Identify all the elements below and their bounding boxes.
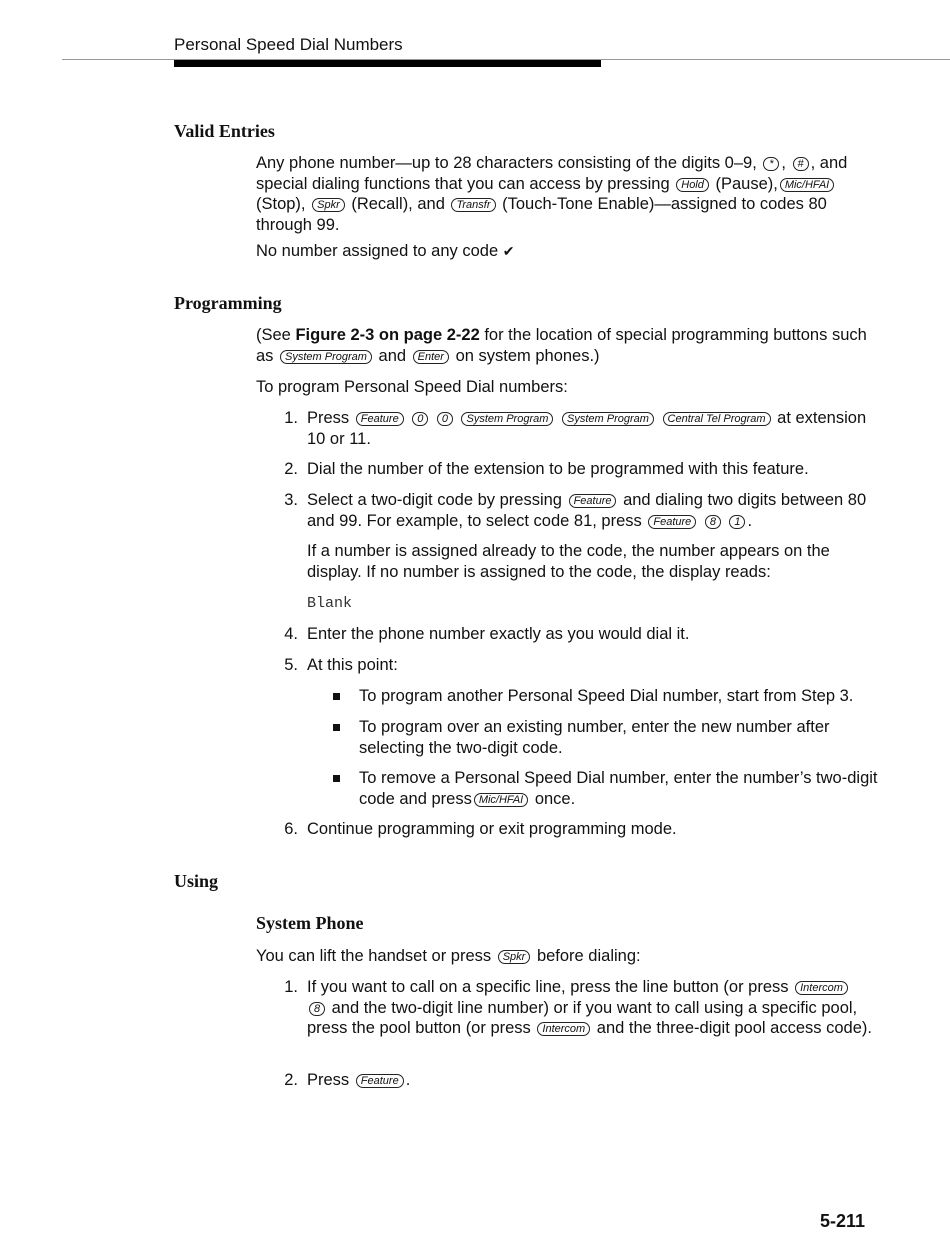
programming-heading: Programming bbox=[174, 293, 282, 313]
intercom-key: Intercom bbox=[537, 1022, 590, 1036]
page-number: 5-211 bbox=[820, 1211, 866, 1231]
star-key: * bbox=[763, 157, 779, 171]
hold-key: Hold bbox=[676, 178, 709, 192]
mic-hfai-key: Mic/HFAI bbox=[780, 178, 834, 192]
digit-0-key: 0 bbox=[437, 412, 453, 426]
checkmark-icon: ✔ bbox=[502, 243, 515, 259]
bullet-square-icon bbox=[333, 724, 340, 731]
digit-8-key: 8 bbox=[705, 515, 721, 529]
pound-key: # bbox=[793, 157, 809, 171]
mic-hfai-key: Mic/HFAI bbox=[474, 793, 528, 807]
system-program-key: System Program bbox=[461, 412, 553, 426]
bullet-square-icon bbox=[333, 775, 340, 782]
default-entry: No number assigned to any code ✔ bbox=[256, 242, 515, 260]
system-program-key: System Program bbox=[280, 350, 372, 364]
display-readout: Blank bbox=[307, 595, 353, 612]
spkr-key: Spkr bbox=[312, 198, 345, 212]
step-3-note: If a number is assigned already to the code, the number appears on the display. If no number is assigned to the code, the display reads: bbox=[307, 542, 830, 581]
central-tel-program-key: Central Tel Program bbox=[663, 412, 771, 426]
digit-8-key: 8 bbox=[309, 1002, 325, 1016]
system-phone-heading: System Phone bbox=[256, 913, 364, 933]
valid-entries-heading: Valid Entries bbox=[174, 121, 275, 141]
programming-intro: (See Figure 2-3 on page 2-22 for the location of special programming buttons such as System Program and Enter on system phones.) bbox=[256, 326, 867, 365]
running-header: Personal Speed Dial Numbers bbox=[174, 35, 403, 54]
bullet-square-icon bbox=[333, 693, 340, 700]
spkr-key: Spkr bbox=[498, 950, 531, 964]
enter-key: Enter bbox=[413, 350, 449, 364]
digit-0-key: 0 bbox=[412, 412, 428, 426]
programming-lead: To program Personal Speed Dial numbers: bbox=[256, 378, 568, 396]
feature-key: Feature bbox=[569, 494, 617, 508]
figure-reference: Figure 2-3 on page 2-22 bbox=[295, 326, 480, 344]
using-heading: Using bbox=[174, 871, 219, 891]
using-intro: You can lift the handset or press Spkr before dialing: bbox=[256, 947, 641, 965]
intercom-key: Intercom bbox=[795, 981, 848, 995]
system-program-key: System Program bbox=[562, 412, 654, 426]
digit-1-key: 1 bbox=[729, 515, 745, 529]
feature-key: Feature bbox=[648, 515, 696, 529]
feature-key: Feature bbox=[356, 412, 404, 426]
header-bar bbox=[174, 60, 601, 67]
feature-key: Feature bbox=[356, 1074, 404, 1088]
transfr-key: Transfr bbox=[451, 198, 495, 212]
valid-entries-paragraph: Any phone number—up to 28 characters consisting of the digits 0–9, * , # , and special dialing functions that you can access by pressing Hold (Pause), Mic/HFAI (Stop), Spkr (Recall), and Transfr (Touch-Tone Enable)—assigned to codes 80 through 99. bbox=[256, 154, 848, 235]
